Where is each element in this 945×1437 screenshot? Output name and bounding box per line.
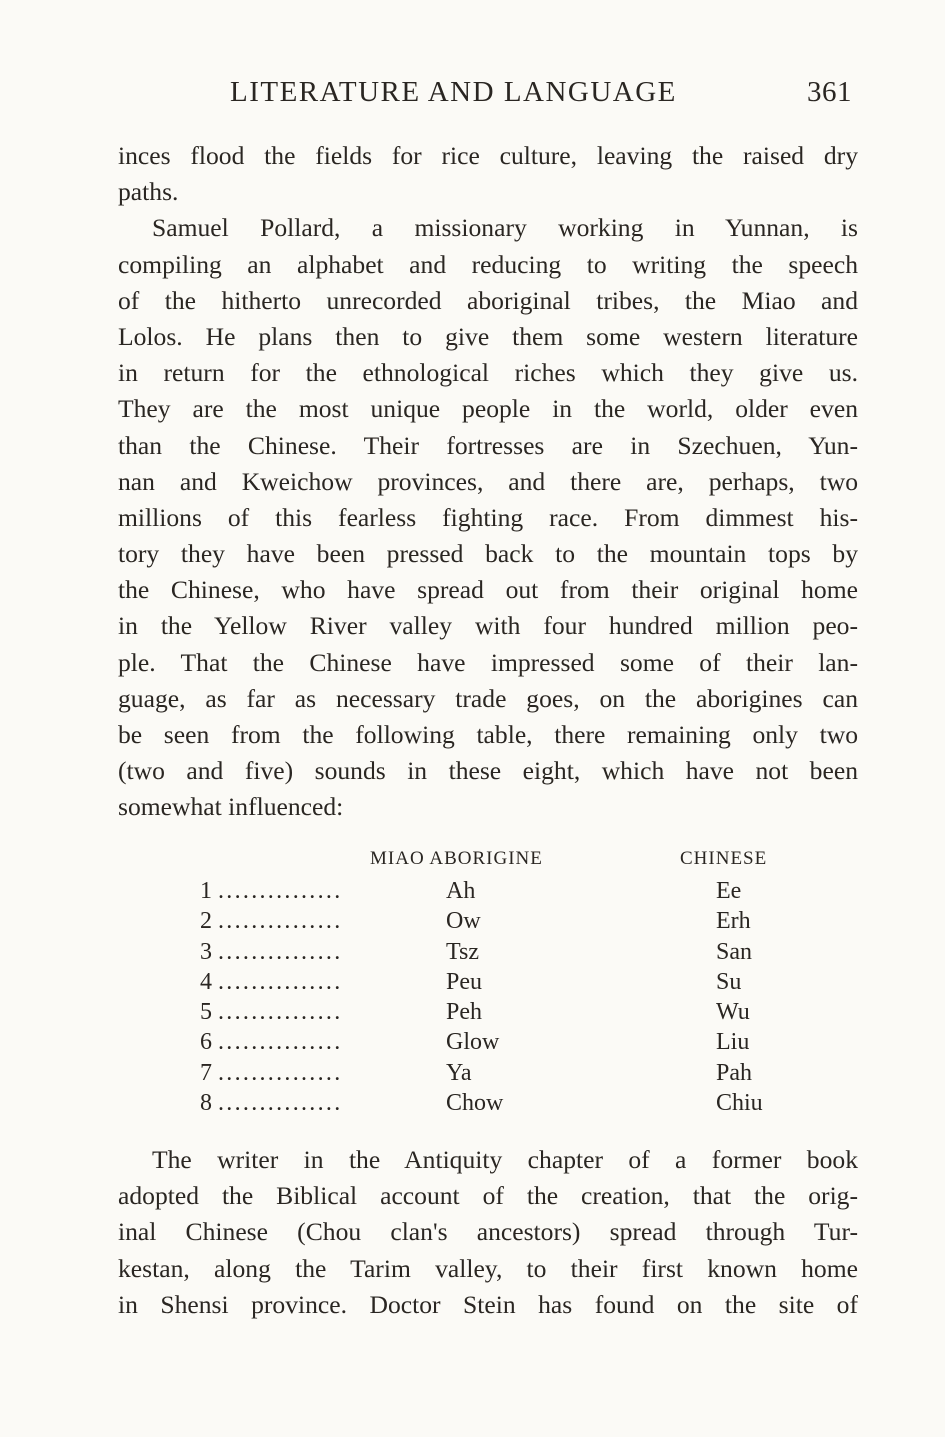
text-line: The writer in the Antiquity chapter of a former book [152,1145,858,1174]
text-line: tory they have been pressed back to the mountain tops by [118,539,858,569]
chinese-word: Liu [716,1029,750,1056]
row-number: 7 [200,1059,212,1086]
chinese-word: Chiu [716,1090,763,1117]
text-line: in Shensi province. Doctor Stein has found on the site of [118,1289,858,1319]
dot-leader: ............... [218,878,343,904]
text-line: Samuel Pollard, a missionary working in Yunnan, is [152,213,858,243]
row-number: 5 [200,999,212,1026]
table-row [200,1090,800,1120]
text-line: nan and Kweichow provinces, and there are, perhaps, two [118,466,858,496]
text-line: adopted the Biblical account of the creation, that the orig- [118,1181,858,1211]
page-number: 361 [807,76,852,108]
table-body [200,878,800,1120]
miao-word: Tsz [446,938,479,965]
text-line: (two and five) sounds in these eight, which have not been [118,756,858,786]
text-line: somewhat influenced: [118,792,344,822]
text-line: in return for the ethnological riches which they give us. [118,358,858,388]
text-line: compiling an alphabet and reducing to writing the speech [118,249,858,279]
text-line: ple. That the Chinese have impressed some of their lan- [118,647,858,677]
row-number: 6 [200,1029,212,1056]
row-number: 8 [200,1090,212,1117]
row-number: 1 [200,878,212,904]
paragraph-3 [118,1142,858,1323]
text-line: kestan, along the Tarim valley, to their first known home [118,1253,858,1283]
text-line: of the hitherto unrecorded aboriginal tribes, the Miao and [118,285,858,315]
table-header [200,848,800,878]
text-line: millions of this fearless fighting race. From dimmest his- [118,502,858,532]
table-row [200,939,800,969]
text-line: in the Yellow River valley with four hundred million peo- [118,611,858,641]
text-line: They are the most unique people in the world, older even [118,394,858,424]
chinese-word: San [716,938,752,965]
chinese-word: Pah [716,1059,752,1086]
body-text-lower [118,1142,858,1323]
table-row [200,1060,800,1090]
word-comparison-table [200,848,800,1120]
dot-leader: ............... [218,999,343,1026]
table-row [200,969,800,999]
dot-leader: ............... [218,1090,343,1117]
miao-word: Ow [446,908,481,935]
dot-leader: ............... [218,968,343,995]
dot-leader: ............... [218,1059,343,1086]
table-row [200,999,800,1029]
body-text-upper [118,138,858,826]
chinese-word: Wu [716,999,750,1026]
miao-word: Ah [446,878,476,904]
text-line: guage, as far as necessary trade goes, on the aborigines can [118,683,858,713]
row-number: 4 [200,968,212,995]
text-line: than the Chinese. Their fortresses are in Szechuen, Yun- [118,430,858,460]
text-line: inces flood the fields for rice culture, leaving the raised dry [118,141,858,170]
paragraph-2 [118,210,858,825]
chinese-word: Ee [716,878,742,904]
column-header-miao: MIAO ABORIGINE [370,848,543,869]
table-row [200,908,800,938]
text-line: Lolos. He plans then to give them some western literature [118,321,858,351]
text-line: inal Chinese (Chou clan's ancestors) spread through Tur- [118,1217,858,1247]
miao-word: Chow [446,1090,504,1117]
column-header-chinese: CHINESE [680,848,768,869]
dot-leader: ............... [218,938,343,965]
paragraph-1 [118,138,858,210]
row-number: 2 [200,908,212,935]
text-line: paths. [118,177,179,207]
chinese-word: Su [716,968,742,995]
miao-word: Glow [446,1029,500,1056]
text-line: the Chinese, who have spread out from their original home [118,575,858,605]
dot-leader: ............... [218,908,343,935]
dot-leader: ............... [218,1029,343,1056]
miao-word: Peh [446,999,482,1026]
chapter-title: LITERATURE AND LANGUAGE [230,76,677,108]
text-line: be seen from the following table, there remaining only two [118,720,858,749]
table-row [200,1029,800,1059]
row-number: 3 [200,938,212,965]
miao-word: Peu [446,968,482,995]
running-header [118,74,858,114]
miao-word: Ya [446,1059,472,1086]
table-row [200,878,800,908]
chinese-word: Erh [716,908,751,935]
